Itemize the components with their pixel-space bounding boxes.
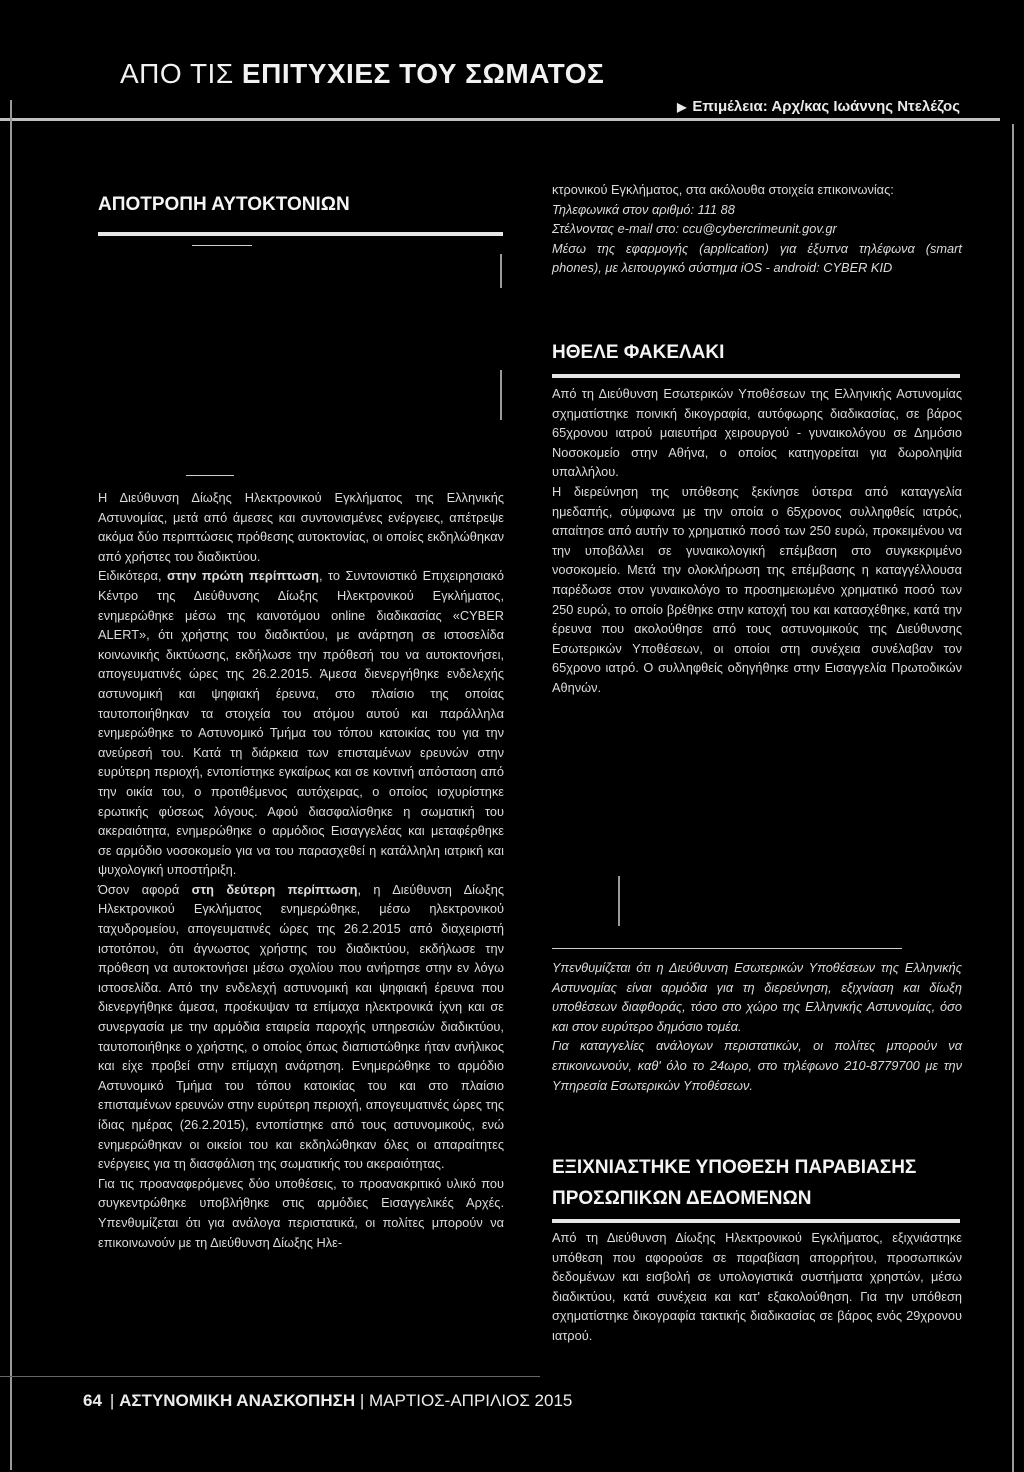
left-paragraph-2: Ειδικότερα, στην πρώτη περίπτωση, το Συντονιστικό Επιχειρησιακό Κέντρο της Διεύθυνσης Δίωξης Ηλεκτρονικού Εγκλήματος, ενημερώθηκε μέσω της καινοτόμου online διαδικασίας «CYBER ALERT», ότι χρήστης του διαδικτύου, με ανάρτηση σε ιστοσελίδα κοινωνικής δικτύωσης, εκδήλωσε την πρόθεσή του να αυτοκτονήσει, απογευματινές ώρες της 26.2.2015. Άμεσα διενεργήθηκε ενδελεχής αστυνομική και ψηφιακή έρευνα, στο πλαίσιο της οποίας ταυτοποιήθηκαν τα στοιχεία του ατόμου αυτού και παράλληλα ενημερώθηκε το Αστυνομικό Τμήμα του τόπου κατοικίας του για την ανεύρεσή του. Κατά τη διάρκεια των επισταμένων ερευνών στην ευρύτερη περιοχή, εντοπίστηκε εγκαίρως και σε κοντινή απόσταση από την οικία του, ο προτιθέμενος αυτόχειρας, ο οποίος ισχυρίστηκε ερωτικής φύσεως λόγους. Αφού διασφαλίσθηκε η σωματική του ακεραιότητα, ενημερώθηκε ο αρμόδιος Εισαγγελέας και μεταφέρθηκε σε αρμόδιο νοσοκομείο για να του παρασχεθεί η κατάλληλη ιατρική και ψυχολογική υποστήριξη. bbox=[98, 568, 504, 878]
bold-phrase: στη δεύτερη περίπτωση bbox=[191, 881, 358, 897]
editor-credit bbox=[677, 98, 960, 115]
contact-line-1: κτρονικού Εγκλήματος, στα ακόλουθα στοιχεία επικοινωνίας: bbox=[552, 182, 894, 197]
reminder-paragraph-1: Υπενθυμίζεται ότι η Διεύθυνση Εσωτερικών Υποθέσεων της Ελληνικής Αστυνομίας είναι αρμόδια για τη διερεύνηση, εξιχνίαση και δίωξη υποθέσεων διαφθοράς, τόσο στο χώρο της Ελληνικής Αστυνομίας, όσο και στον ευρύτερο δημόσιο τομέα. bbox=[552, 960, 962, 1034]
bribery-heading: ΗΘΕΛΕ ΦΑΚΕΛΑΚΙ bbox=[552, 342, 725, 363]
page-number: 64 bbox=[83, 1391, 102, 1410]
bribery-heading-rule bbox=[552, 374, 960, 378]
contact-block bbox=[552, 180, 962, 278]
left-heading-rule bbox=[98, 232, 503, 236]
reminder-block bbox=[552, 958, 962, 1095]
magazine-name: ΑΣΤΥΝΟΜΙΚΗ ΑΝΑΣΚΟΠΗΣΗ bbox=[119, 1391, 356, 1410]
data-breach-paragraph: Από τη Διεύθυνση Δίωξης Ηλεκτρονικού Εγκλήματος, εξιχνιάστηκε υπόθεση που αφορούσε σε παραβίαση απορρήτου, προσωπικών δεδομένων και εισβολή σε υπολογιστικά συστήματα χρηστών, μέσω διαδικτύου, κατά συνέχεια και κατ' εξακολούθηση. Για την υπόθεση σχηματίστηκε δικογραφία τακτικής διαδικασίας σε βάρος ενός 29χρονου ιατρού. bbox=[552, 1230, 962, 1343]
issue-date: ΜΑΡΤΙΟΣ-ΑΠΡΙΛΙΟΣ 2015 bbox=[369, 1391, 573, 1410]
bribery-article-body bbox=[552, 384, 962, 698]
left-column-marker bbox=[500, 254, 502, 288]
header-rule bbox=[0, 118, 1000, 121]
section-title bbox=[120, 58, 604, 90]
left-paragraph-4: Για τις προαναφερόμενες δύο υποθέσεις, το προανακριτικό υλικό που συγκεντρώθηκε υποβλήθηκε στις αρμόδιες Εισαγγελικές Αρχές. Υπενθυμίζεται ότι για ανάλογα περιστατικά, οι πολίτες μπορούν να επικοινωνούν με τη Διεύθυνση Δίωξης Ηλε- bbox=[98, 1175, 504, 1250]
data-breach-heading-line-2: ΠΡΟΣΩΠΙΚΩΝ ΔΕΔΟΜΕΝΩΝ bbox=[552, 1188, 812, 1209]
bribery-paragraph-2: Η διερεύνηση της υπόθεσης ξεκίνησε ύστερα από καταγγελία ημεδαπής, σύμφωνα με την οποία ο 65χρονος συλληφθείς ιατρός, απαίτησε από αυτήν το χρηματικό ποσό των 250 ευρώ, προκειμένου να την υποβάλλει σε γυναικολογική επέμβαση στο συγκεκριμένο νοσοκομείο. Μετά την ολοκλήρωση της επέμβασης η καταγγέλλουσα παρέδωσε στον γυναικολόγο το προσημειωμένο χρηματικό ποσό των 250 ευρώ, το οποίο βρέθηκε στην κατοχή του και κατασχέθηκε, κατά την έρευνα που ακολούθησε από τους αστυνομικούς της Διεύθυνσης Εσωτερικών Υποθέσεων, οι οποίοι στη συνέχεια συνέλαβαν τον 65χρονο ιατρό. Ο συλληφθείς οδηγήθηκε στην Εισαγγελία Πρωτοδικών Αθηνών. bbox=[552, 483, 962, 695]
data-breach-heading-line-1: ΕΞΙΧΝΙΑΣΤΗΚΕ ΥΠΟΘΕΣΗ ΠΑΡΑΒΙΑΣΗΣ bbox=[552, 1157, 917, 1178]
reminder-rule bbox=[552, 948, 902, 949]
right-frame-line bbox=[1012, 124, 1014, 1472]
contact-app: Μέσω της εφαρμογής (application) για έξυπνα τηλέφωνα (smart phones), με λειτουργικό σύστημα iOS - android: CYBER KID bbox=[552, 240, 962, 276]
bold-phrase: στην πρώτη περίπτωση bbox=[167, 568, 319, 584]
data-breach-article-body bbox=[552, 1228, 962, 1346]
data-breach-heading bbox=[552, 1152, 916, 1214]
editor-text: Επιμέλεια: Αρχ/κας Ιωάννης Ντελέζος bbox=[692, 98, 960, 115]
left-column-marker-2 bbox=[500, 370, 502, 420]
footer-sep-2: | bbox=[359, 1391, 365, 1410]
left-short-rule bbox=[192, 245, 252, 246]
left-paragraph-1: Η Διεύθυνση Δίωξης Ηλεκτρονικού Εγκλήματος της Ελληνικής Αστυνομίας, μετά από άμεσες και συντονισμένες ενέργειες, απέτρεψε ακόμα δύο περιπτώσεις πρόθεσης αυτοκτονίας, οι οποίες εκδηλώθηκαν από χρήστες του διαδικτύου. bbox=[98, 490, 504, 564]
section-title-main: ΕΠΙΤΥΧΙΕΣ ΤΟΥ ΣΩΜΑΤΟΣ bbox=[241, 58, 605, 89]
footer bbox=[83, 1391, 572, 1411]
right-column-marker bbox=[618, 876, 620, 926]
contact-email: Στέλνοντας e-mail στο: ccu@cybercrimeunit.gov.gr bbox=[552, 221, 837, 237]
left-short-rule-2 bbox=[186, 475, 234, 476]
footer-sep-1: | bbox=[109, 1391, 115, 1410]
footer-rule bbox=[0, 1376, 540, 1377]
section-title-prefix: ΑΠΟ ΤΙΣ bbox=[120, 58, 234, 89]
bribery-paragraph-1: Από τη Διεύθυνση Εσωτερικών Υποθέσεων της Ελληνικής Αστυνομίας σχηματίστηκε ποινική δικογραφία, αυτόφωρης διαδικασίας, σε βάρος 65χρονου ιατρού μαιευτήρα χειρουργού - γυναικολόγου σε Δημόσιο Νοσοκομείο στην Αθήνα, ο οποίος κατηγορείται για δωροληψία υπαλλήλου. bbox=[552, 386, 962, 480]
triangle-arrow-icon: ▶ bbox=[677, 100, 687, 114]
reminder-paragraph-2: Για καταγγελίες ανάλογων περιστατικών, οι πολίτες μπορούν να επικοινωνούν, καθ' όλο το 24ωρο, στο τηλέφωνο 210-8779700 με την Υπηρεσία Εσωτερικών Υποθέσεων. bbox=[552, 1038, 962, 1093]
left-article-body bbox=[98, 488, 504, 1252]
left-frame-line bbox=[10, 100, 12, 1470]
data-breach-heading-rule bbox=[552, 1219, 960, 1223]
suicide-prevention-heading: ΑΠΟΤΡΟΠΗ ΑΥΤΟΚΤΟΝΙΩΝ bbox=[98, 194, 350, 215]
contact-phone: Τηλεφωνικά στον αριθμό: 111 88 bbox=[552, 201, 735, 217]
left-paragraph-3: Όσον αφορά στη δεύτερη περίπτωση, η Διεύθυνση Δίωξης Ηλεκτρονικού Εγκλήματος ενημερώθηκε, μέσω ηλεκτρονικού ταχυδρομείου, απογευματινές ώρες της 26.2.2015 από διαχειριστή ιστοτόπου, ότι άγνωστος χρήστης του διαδικτύου, εκδήλωσε την πρόθεση να αυτοκτονήσει μέσω σχολίου που ανήρτησε στην εν λόγω ιστοσελίδα. Από την ενδελεχή αστυνομική και ψηφιακή έρευνα που διενεργήθηκε άμεσα, προέκυψαν τα επίμαχα ηλεκτρονικά ίχνη και σε συνεργασία με την αρμόδια εταιρεία παροχής υπηρεσιών διαδικτύου, ταυτοποιήθηκε ο χρήστης, ο οποίος όπως διαπιστώθηκε ήταν ανήλικος και είχε προβεί στην επίμαχη ανάρτηση. Ενημερώθηκε το αρμόδιο Αστυνομικό Τμήμα του τόπου κατοικίας του και στο πλαίσιο επισταμένων ερευνών στην ευρύτερη περιοχή, απογευματινές ώρες της ίδιας ημέρας (26.2.2015), εντοπίστηκε από τους αστυνομικούς, ενώ ενημερώθηκαν οι οικείοι του και εκδηλώθηκαν όλες οι απαραίτητες ενέργειες για τη διασφάλιση της σωματικής του ακεραιότητας. bbox=[98, 881, 504, 1172]
